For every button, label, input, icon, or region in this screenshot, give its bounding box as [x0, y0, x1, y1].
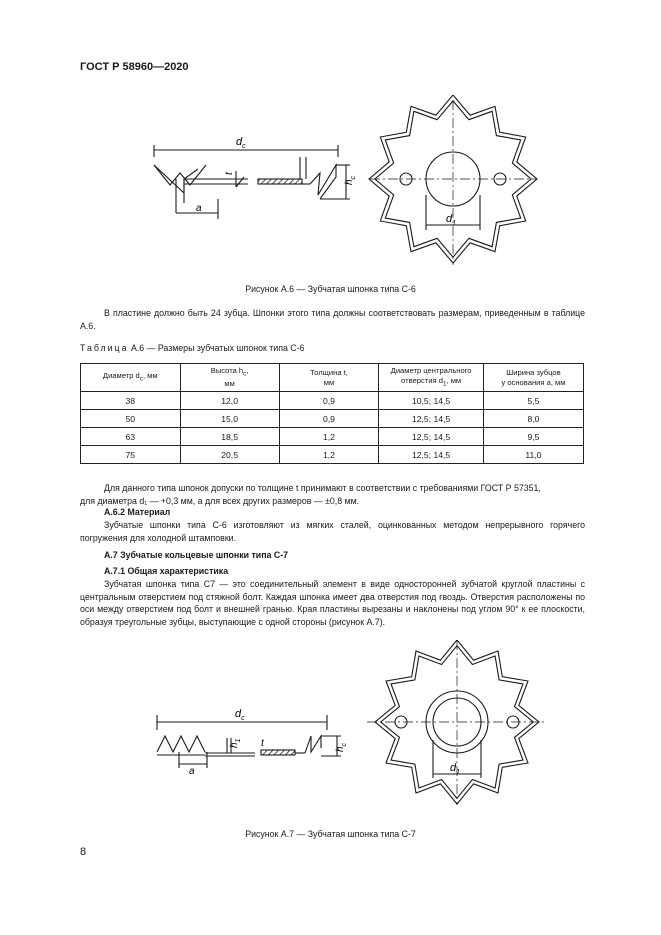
svg-text:t: t: [224, 172, 235, 175]
figure-a7-drawing: [145, 640, 565, 820]
document-header: ГОСТ Р 58960—2020: [80, 61, 189, 73]
header-height: Высота $h_c$, мм: [180, 364, 279, 392]
table-row: 63 18,5 1,2 12,5; 14,5 9,5: [81, 428, 584, 446]
svg-text:d1: $d_1$: [446, 213, 457, 227]
header-teeth-width: Ширина зубцов у основания a, мм: [483, 364, 583, 392]
table-row: 38 12,0 0,9 10,5; 14,5 5,5: [81, 392, 584, 410]
paragraph-material: Зубчатые шпонки типа С-6 изготовляют из мягких сталей, оцинкованных методом непрерывного горячего погружения для холодной штамповки.: [80, 520, 585, 543]
table-a6-caption: Таблица А.6 — Размеры зубчатых шпонок типа С-6: [80, 343, 305, 353]
header-hole-diameter: Диаметр центрального отверстия $d_1$, мм: [379, 364, 484, 392]
svg-text:a: a: [196, 203, 202, 214]
svg-text:hc: $h_c$: [335, 742, 348, 752]
header-thickness: Толщина t, мм: [279, 364, 379, 392]
heading-a62: А.6.2 Материал: [104, 507, 171, 517]
svg-text:a: a: [189, 766, 195, 777]
page-number: 8: [80, 846, 87, 858]
table-row: 50 15,0 0,9 12,5; 14,5 8,0: [81, 410, 584, 428]
heading-a71: А.7.1 Общая характеристика: [104, 566, 229, 576]
header-diameter: Диаметр $d_c$, мм: [81, 364, 181, 392]
paragraph-teeth-count: В пластине должно быть 24 зубца. Шпонки этого типа должны соответствовать размерам, приведенным в таблице А.6.: [80, 308, 585, 331]
heading-a7: А.7 Зубчатые кольцевые шпонки типа С-7: [104, 550, 289, 560]
paragraph-characteristics: Зубчатая шпонка типа С7 — это соединительный элемент в виде односторонней зубчатой круглой пластины с центральным отверстием под стяжной болт. Каждая шпонка имеет два отверстия под гвоздь. Отверстия расположены по оси между отверстием под болт и внешней гранью. Края пластины вырезаны и наклонены под углом 90° к ее плоскости, образуя треугольные зубцы, выступающие с одной стороны (рисунок А.7).: [80, 579, 585, 627]
figure-a7-caption: Рисунок А.7 — Зубчатая шпонка типа С-7: [245, 829, 416, 839]
table-header-row: [81, 364, 584, 392]
svg-text:dc: $d_c$: [235, 708, 245, 722]
svg-text:hc: $h_c$: [344, 175, 357, 185]
figure-a6-caption: Рисунок А.6 — Зубчатая шпонка типа С-6: [245, 284, 416, 294]
svg-text:t: t: [261, 738, 264, 749]
paragraph-tolerance: Для данного типа шпонок допуски по толщине t принимают в соответствии с требованиями ГОСТ Р 57351, для диаметра d₁ — +0,3 мм, а для всех других размеров — ±0,8 мм.: [80, 483, 541, 506]
svg-text:d1: $d_1$: [450, 762, 461, 776]
figure-a6-drawing: [140, 95, 560, 275]
table-a6: [80, 363, 584, 464]
table-row: 75 20,5 1,2 12,5; 14,5 11,0: [81, 446, 584, 464]
svg-text:h1: $h_1$: [229, 738, 242, 748]
svg-text:dc: $d_c$: [236, 136, 246, 150]
